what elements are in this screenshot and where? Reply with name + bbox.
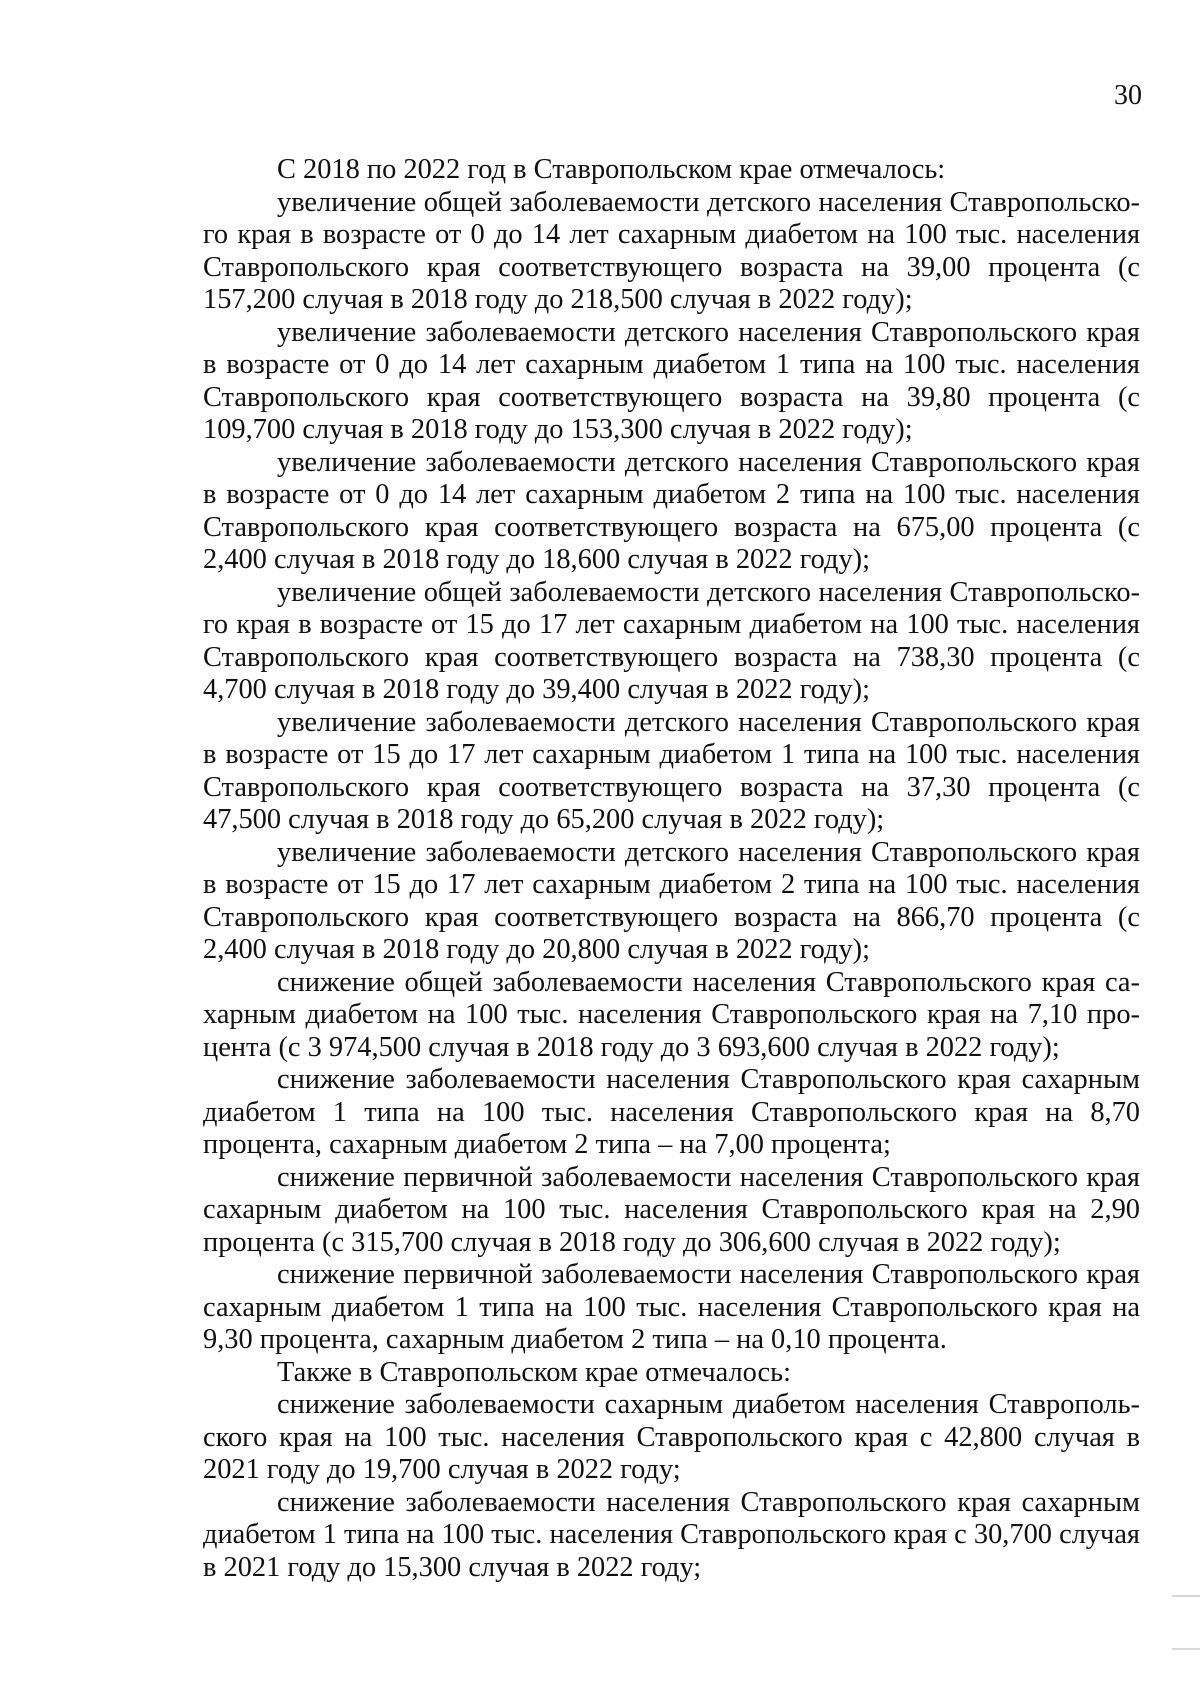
list-item: увеличение общей заболеваемости детского населения Ставропольского края в возрасте от 15 до 17 лет сахарным диабетом на 100 тыс. населения Ставропольского края соответствующего возраста на 738,30 процента (с 4,700 случая в 2018 году до 39,400 случая в 2022 году);: [203, 576, 1140, 705]
scan-edge-mark: [1172, 1648, 1200, 1650]
document-body: [203, 154, 1140, 1584]
list-item: снижение заболеваемости населения Ставропольского края сахарным диабетом 1 типа на 100 тыс. населения Ставропольского края с 30,700 случая в 2021 году до 15,300 случая в 2022 году;: [203, 1486, 1140, 1583]
list-item: снижение заболеваемости населения Ставропольского края сахарным диабетом 1 типа на 100 тыс. населения Ставропольского края на 8,70 процента, сахарным диабетом 2 типа – на 7,00 процента;: [203, 1064, 1140, 1160]
scan-edge-mark: [1172, 1595, 1200, 1597]
list-item: снижение заболеваемости сахарным диабетом населения Ставропольского края на 100 тыс. населения Ставропольского края с 42,800 случая в 2021 году до 19,700 случая в 2022 году;: [203, 1389, 1140, 1485]
page-number: 30: [1114, 80, 1142, 111]
list-item: снижение первичной заболеваемости населения Ставропольского края сахарным диабетом 1 типа на 100 тыс. населения Ставропольского края на 9,30 процента, сахарным диабетом 2 типа – на 0,10 процента.: [203, 1259, 1140, 1355]
list-item: увеличение заболеваемости детского населения Ставропольского края в возрасте от 0 до 14 лет сахарным диабетом 2 типа на 100 тыс. населения Ставропольского края соответствующего возраста на 675,00 процента (с 2,400 случая в 2018 году до 18,600 случая в 2022 году);: [203, 446, 1140, 575]
list-item: снижение первичной заболеваемости населения Ставропольского края сахарным диабетом на 100 тыс. населения Ставропольского края на 2,90 процента (с 315,700 случая в 2018 году до 306,600 случая в 2022 году);: [203, 1161, 1140, 1258]
intro-paragraph: Также в Ставропольском крае отмечалось:: [277, 1356, 791, 1388]
list-item: увеличение заболеваемости детского населения Ставропольского края в возрасте от 15 до 17 лет сахарным диабетом 2 типа на 100 тыс. населения Ставропольского края соответствующего возраста на 866,70 процента (с 2,400 случая в 2018 году до 20,800 случая в 2022 году);: [203, 836, 1140, 965]
list-item: увеличение заболеваемости детского населения Ставропольского края в возрасте от 15 до 17 лет сахарным диабетом 1 типа на 100 тыс. населения Ставропольского края соответствующего возраста на 37,30 процента (с 47,500 случая в 2018 году до 65,200 случая в 2022 году);: [203, 706, 1140, 835]
list-item: увеличение заболеваемости детского населения Ставропольского края в возрасте от 0 до 14 лет сахарным диабетом 1 типа на 100 тыс. населения Ставропольского края соответствующего возраста на 39,80 процента (с 109,700 случая в 2018 году до 153,300 случая в 2022 году);: [203, 316, 1140, 445]
list-item: снижение общей заболеваемости населения Ставропольского края сахарным диабетом на 100 тыс. населения Ставропольского края на 7,10 процента (с 3 974,500 случая в 2018 году до 3 693,600 случая в 2022 году);: [203, 966, 1140, 1063]
list-item: увеличение общей заболеваемости детского населения Ставропольского края в возрасте от 0 до 14 лет сахарным диабетом на 100 тыс. населения Ставропольского края соответствующего возраста на 39,00 процента (с 157,200 случая в 2018 году до 218,500 случая в 2022 году);: [203, 186, 1140, 315]
intro-paragraph: С 2018 по 2022 год в Ставропольском крае отмечалось:: [277, 154, 946, 185]
